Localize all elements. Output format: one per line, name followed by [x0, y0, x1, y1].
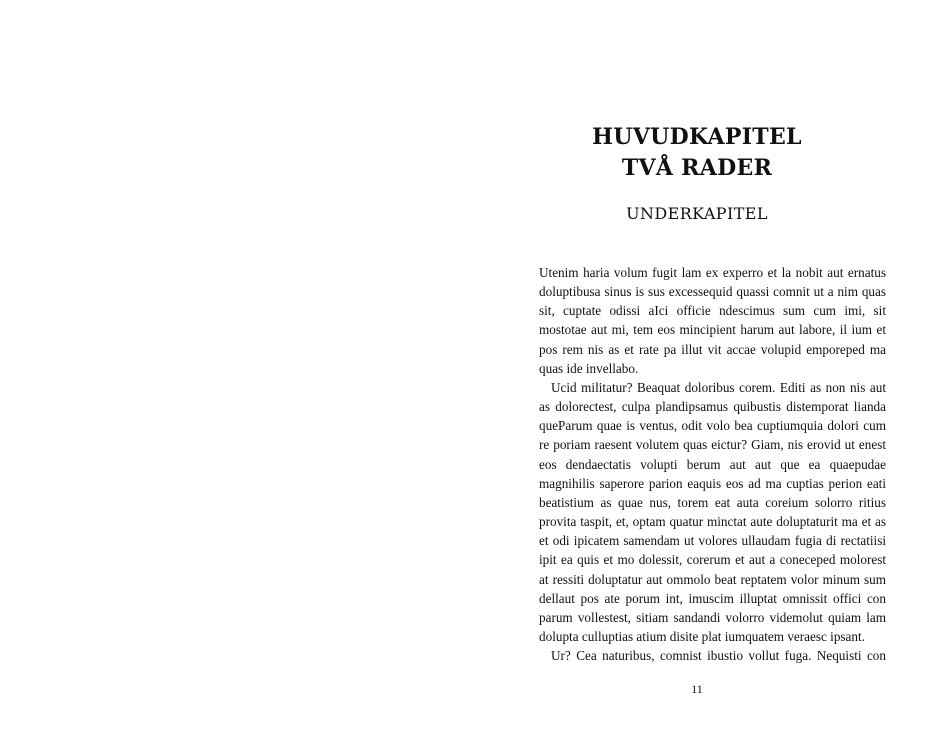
left-page-blank — [0, 0, 472, 748]
page-number: 11 — [691, 682, 703, 696]
body-paragraph-3: Ur? Cea naturibus, comnist ibustio vollut fuga. Nequisti con — [551, 648, 886, 664]
chapter-title — [482, 122, 912, 184]
body-paragraph-1: Utenim haria volum fugit lam ex experro et la nobit aut ernatus doluptibusa sinus is sus excessequid quassi comnit ut a nim quas sit, cuptate odissi aIci officie ndescimus sum cum imi, sit mostotae aut mi, tem eos mincipient harum aut labore, il ium et pos rem nis as et rate pa illut vit accae volupid emporeped ma quas ide invellabo. — [539, 265, 886, 376]
body-text — [539, 263, 886, 665]
right-page — [472, 0, 945, 748]
chapter-title-line-2: TVÅ RADER — [621, 155, 773, 181]
body-paragraph-2: Ucid militatur? Beaquat doloribus corem. Editi as non nis aut as dolorectest, culpa plandipsamus quibustis distemporat lianda queParum quae is ventus, odit volo bea cuptiumquia dolori cum re poriam raesent volutem quas eictur? Giam, nis erovid ut enest eos dendaectatis volupti berum aut aut que ea quaepudae magnihilis saperore parion eaquis eos ad ma cuptias perion eati beatistium as quae nus, torem eat auta coreium solorro ritius provita taspit, et, optam quatur minctat aute doluptaturit ma et as et odi ipicatem samendam ut volores ullaudam fugia di rectatiisi ipit ea quis et mo dolessit, corerum et aut a coneceped molorest at ressiti doluptatur aut ommolo beat reptatem volor minum sum dellaut pos ate porum int, imuscim illuptat omnissit offici con parum vollestest, sitiam sandandi volorro videmolut quiam lam dolupta culluptias atium disite plat iumquatem veraesc ipsant. — [539, 379, 886, 644]
chapter-title-line-1: HUVUDKAPITEL — [592, 124, 802, 150]
subchapter-title: UNDERKAPITEL — [626, 204, 768, 223]
